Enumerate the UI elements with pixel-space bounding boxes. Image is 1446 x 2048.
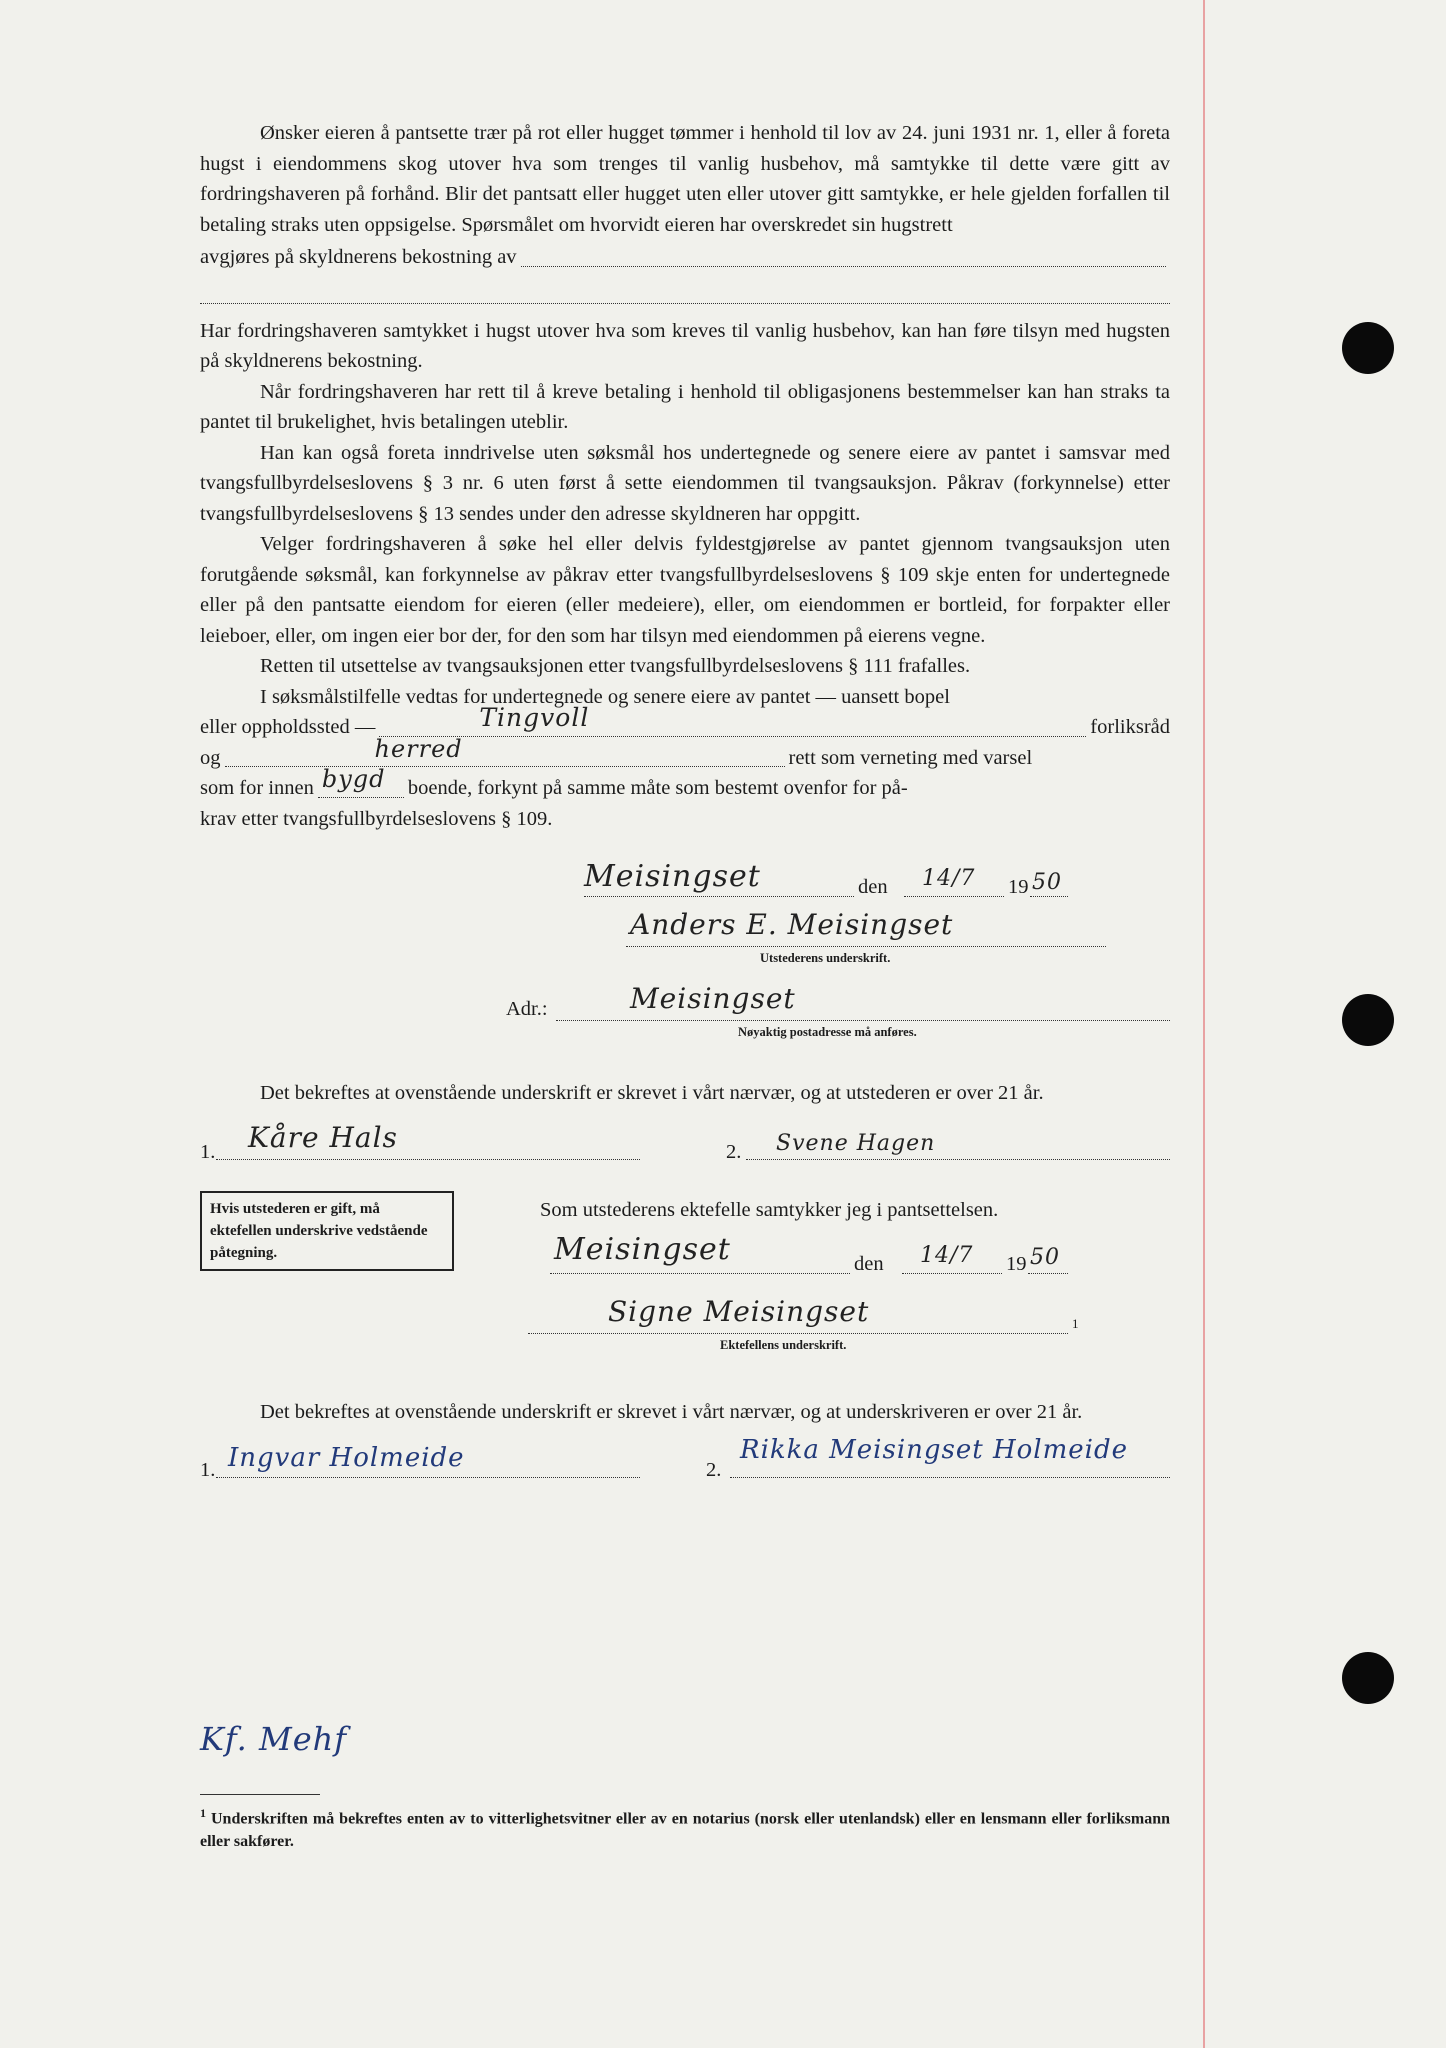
witness2-signature-2: Rikka Meisingset Holmeide [740,1435,1129,1465]
witness1-field-2[interactable] [746,1159,1170,1160]
witness1-field-1[interactable] [216,1159,640,1160]
spouse-year-prefix: 19 [1006,1252,1027,1275]
issuer-place-field[interactable] [584,896,854,897]
witness1-statement: Det bekreftes at ovenstående underskrift er skrevet i vårt nærvær, og at utstederen er over 21 år. [260,1082,1044,1104]
witness2-block [200,1427,1170,1491]
venue-label-verneting: rett som verneting med varsel [788,746,1033,769]
paragraph-tilsyn: Har fordringshaveren samtykket i hugst utover hva som kreves til vanlig husbehov, kan han føre tilsyn med hugsten på skyldnerens bekostning. [200,319,1170,372]
spouse-date-field[interactable] [902,1273,1002,1274]
spouse-date-handwriting: 14/7 [920,1242,974,1268]
spouse-note-box: Hvis utstederen er gift, må ektefellen underskrive vedstående påtegning. [200,1191,454,1271]
issuer-signature-handwriting: Anders E. Meisingset [630,908,954,941]
punch-hole [1342,322,1394,374]
footnote-mark: 1 [200,1806,206,1820]
paragraph-tvangsauksjon: Velger fordringshaveren å søke hel eller delvis fyldestgjørelse av pantet gjennom tvangsauksjon uten forutgående søksmål, kan forkynnelse av påkrav etter tvangsfullbyrdelseslovens § 109 skje enten for undertegnede eller på den pantsatte eiendom for eieren (eller medeiere), eller, om eiendommen er bortleid, for forpakter eller leieboer, eller, om ingen eier bor der, for den som har tilsyn med eiendommen på eierens vegne. [200,533,1170,647]
venue-label-oppholdssted: eller oppholdssted — [200,716,376,738]
witness2-field-2[interactable] [730,1477,1170,1478]
punch-hole [1342,994,1394,1046]
issuer-year-prefix: 19 [1008,876,1029,898]
spouse-consent-text: Som utstederens ektefelle samtykker jeg i pantsettelsen. [540,1198,999,1221]
paragraph-soksmal: I søksmålstilfelle vedtas for undertegnede og senere eiere av pantet — uansett bopel [260,685,950,708]
witness1-signature-1: Kåre Hals [248,1120,398,1154]
field-avgjores-continued[interactable] [200,273,1170,304]
witness1-number-1: 1. [200,1140,216,1163]
witness2-number-2: 2. [706,1459,722,1481]
witness1-block [200,1109,1170,1173]
registration-mark-handwriting: Kf. Mehf [200,1720,348,1758]
issuer-address-handwriting: Meisingset [630,982,796,1015]
witness2-field-1[interactable] [216,1477,640,1478]
field-avgjores[interactable] [521,248,1166,267]
paragraph-utsettelse: Retten til utsettelse av tvangsauksjonen etter tvangsfullbyrdelseslovens § 111 frafalles. [260,655,971,677]
venue-field-bygd[interactable] [318,765,404,798]
paragraph-hugst: Ønsker eieren å pantsette trær på rot eller hugget tømmer i henhold til lov av 24. juni 1931 nr. 1, eller å foreta hugst i eiendommens skog utover hva som trenges til vanlig husbehov, må samtykke til dette være gitt av fordringshaveren på forhånd. Blir det pantsatt eller hugget uten eller utover gitt samtykke, er hele gjelden forfallen til betaling straks uten oppsigelse. Spørsmålet om hvorvidt eieren har overskredet sin hugstrett [200,122,1170,236]
issuer-year-field[interactable] [1030,896,1068,897]
witness2-number-1: 1. [200,1459,216,1481]
issuer-adr-label: Adr.: [506,998,548,1020]
spouse-signature-footnote-mark: 1 [1072,1315,1079,1331]
footnote-text: Underskriften må bekreftes enten av to vitterlighetsvitner eller av en notarius (norsk eller utenlandsk) eller en lensmann eller forliksmann eller sakfører. [200,1810,1171,1851]
spouse-place-field[interactable] [550,1273,850,1274]
venue-handwriting-1: Tingvoll [479,703,590,732]
witness2-signature-1: Ingvar Holmeide [228,1443,465,1473]
margin-line [1203,0,1205,2048]
issuer-year-handwriting: 50 [1032,870,1062,895]
label-avgjores: avgjøres på skyldnerens bekostning av [200,246,517,268]
issuer-signature-block [200,834,1170,1074]
spouse-place-handwriting: Meisingset [554,1231,731,1267]
venue-handwriting-2: herred [374,734,463,763]
document-page [200,118,1171,1851]
footnote [200,1802,1170,1853]
paragraph-inndrivelse: Han kan også foreta inndrivelse uten søksmål hos undertegnede og senere eiere av pantet i samsvar med tvangsfullbyrdelseslovens § 3 nr. 6 uten først å sette eiendommen til tvangsauksjon. Påkrav (forkynnelse) etter tvangsfullbyrdelseslovens § 13 sendes under den adresse skyldneren har oppgitt. [200,441,1170,525]
venue-line-3 [200,765,1170,804]
line-avgjores [200,242,1170,273]
issuer-signature-field[interactable] [626,946,1106,947]
issuer-signature-caption: Utstederens underskrift. [760,951,891,965]
issuer-date-field[interactable] [904,896,1004,897]
venue-line-4: krav etter tvangsfullbyrdelseslovens § 109. [200,807,553,830]
venue-line-1 [200,703,1170,743]
witness2-statement: Det bekreftes at ovenstående underskrift er skrevet i vårt nærvær, og at underskriveren er over 21 år. [260,1400,1083,1423]
spouse-section [200,1173,1170,1383]
issuer-date-handwriting: 14/7 [922,866,976,891]
venue-label-boende: boende, forkynt på samme måte som bestemt ovenfor for på- [407,777,908,799]
paragraph-brukelighet: Når fordringshaveren har rett til å kreve betaling i henhold til obligasjonens bestemmelser kan han straks ta pantet til brukelighet, hvis betalingen uteblir. [200,380,1170,433]
spouse-year-handwriting: 50 [1030,1244,1060,1270]
venue-label-innen: som for innen [200,777,314,799]
issuer-place-handwriting: Meisingset [584,859,761,894]
issuer-den-label: den [858,876,888,898]
venue-label-forliksrad: forliksråd [1090,716,1170,738]
spouse-signature-handwriting: Signe Meisingset [608,1294,870,1328]
footnote-rule [200,1794,320,1795]
spouse-year-field[interactable] [1028,1273,1068,1274]
venue-field-herred[interactable] [225,734,785,767]
issuer-address-field[interactable] [556,1020,1170,1021]
issuer-address-caption: Nøyaktig postadresse må anføres. [738,1025,917,1039]
issuer-date-line [584,859,1104,902]
venue-label-og: og [200,746,221,769]
witness1-number-2: 2. [726,1140,742,1163]
witness1-signature-2: Svene Hagen [776,1130,936,1156]
venue-field-forliksrad[interactable] [379,703,1086,737]
spouse-signature-caption: Ektefellens underskrift. [720,1337,847,1352]
spouse-den-label: den [854,1252,884,1275]
venue-handwriting-3: bygd [321,765,386,793]
punch-hole [1342,1652,1394,1704]
spouse-signature-field[interactable] [528,1333,1068,1334]
